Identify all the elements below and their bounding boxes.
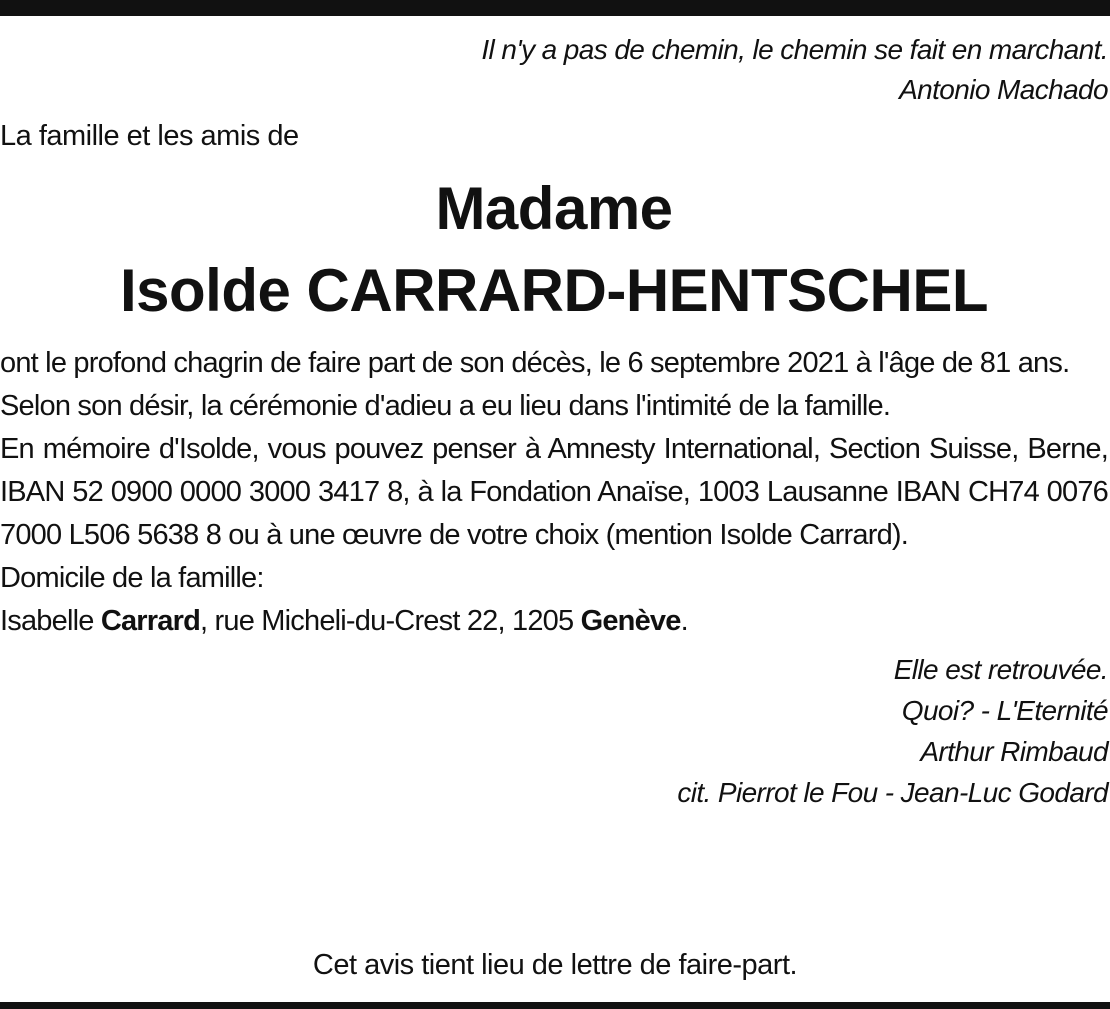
closing-quote-author: Arthur Rimbaud (920, 736, 1108, 767)
deceased-title: Madame (435, 175, 673, 242)
closing-quote-line-1: Elle est retrouvée. (893, 654, 1108, 685)
contact-surname: Carrard (100, 605, 200, 637)
deceased-name: Isolde CARRARD-HENTSCHEL (119, 257, 989, 324)
contact-first-name: Isabelle (0, 605, 94, 637)
epigraph-quote: Il n'y a pas de chemin, le chemin se fait en marchant. (481, 34, 1108, 65)
deceased-name-block (0, 168, 1108, 332)
epigraph-author: Antonio Machado (899, 74, 1108, 105)
intro-text: La famille et les amis de (0, 120, 299, 152)
death-notice (0, 30, 1108, 813)
donations-paragraph: En mémoire d'Isolde, vous pouvez penser à Amnesty International, Section Suisse, Berne, IBAN 52 0900 0000 3000 3417 8, à la Fondation Anaïse, 1003 Lausanne IBAN CH74 0076 7000 L506 5638 8 ou à une œuvre de votre choix (mention Isolde Carrard). (0, 433, 1108, 551)
ceremony-paragraph: Selon son désir, la cérémonie d'adieu a eu lieu dans l'intimité de la famille. (0, 390, 891, 422)
footer-note: Cet avis tient lieu de lettre de faire-part. (312, 949, 798, 981)
epigraph (0, 30, 1108, 110)
closing-quote-citation: cit. Pierrot le Fou - Jean-Luc Godard (677, 777, 1108, 808)
domicile-label: Domicile de la famille: (0, 562, 264, 594)
announcement-paragraph: ont le profond chagrin de faire part de son décès, le 6 septembre 2021 à l'âge de 81 ans. (0, 347, 1070, 379)
contact-address: , rue Micheli-du-Crest 22, 1205 (200, 605, 574, 637)
bottom-border-rule (0, 1002, 1110, 1009)
address-end: . (680, 605, 688, 637)
domicile-address-line (0, 600, 1108, 643)
closing-quote (0, 649, 1108, 813)
contact-city: Genève (580, 605, 681, 637)
closing-quote-line-2: Quoi? - L'Eternité (901, 695, 1108, 726)
notice-body (0, 342, 1108, 643)
top-border-rule (0, 0, 1110, 16)
